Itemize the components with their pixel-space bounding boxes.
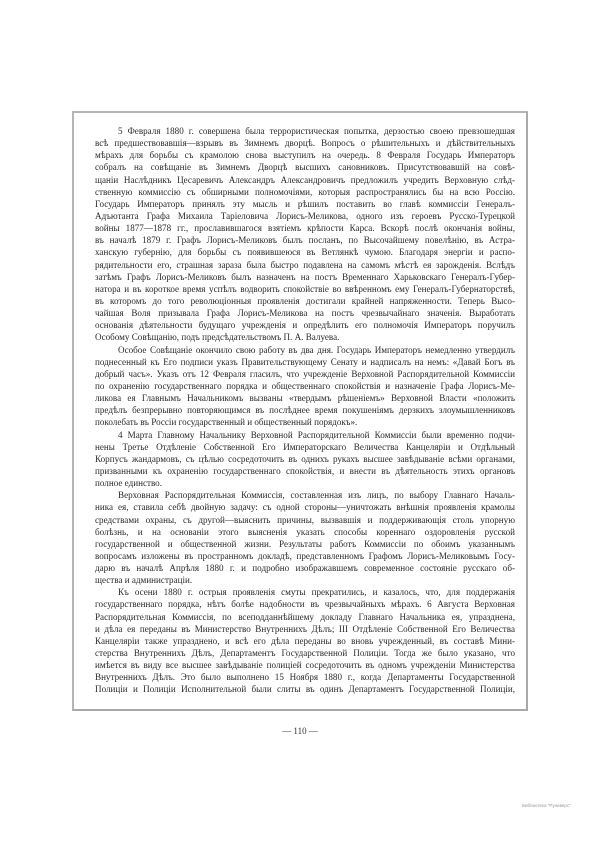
text-line: основанія дѣятельности будущаго учрежденія и опредѣлить его полномочія Императоръ поручилъ: [95, 320, 515, 331]
text-line: чайшая Воля призывала Графа Лорисъ-Меликова на постъ чрезвычайнаго значенія. Выработать: [95, 308, 515, 319]
text-line: Государь Императоръ принялъ эту мысль и рѣшилъ поставить во главѣ коммиссіи Генералъ-: [95, 198, 515, 209]
text-line: затѣмъ Графъ Лорисъ-Меликовъ былъ назначенъ на постъ Временнаго Харьковскаго Генералъ-Губер-: [95, 271, 515, 282]
text-line: Внутреннихъ Дѣлъ. Это было выполнено 15 Ноября 1880 г., когда Департаменты Государственной: [95, 672, 515, 683]
text-line: поколебать въ Россіи государственный и общественный порядокъ».: [95, 417, 358, 428]
paragraph: [95, 125, 515, 344]
paragraph: [95, 429, 515, 490]
text-line: мѣрахъ для борьбы съ крамолою снова выступилъ на очередь. 8 Февраля Государь Императоръ: [95, 150, 515, 161]
text-line: щаніи Наслѣдникъ Цесаревичъ Александръ Александровичъ предложилъ учредить Верховную слѣд-: [95, 174, 515, 185]
text-line: ника ея, ставила себѣ двойную задачу: съ одной стороны—уничтожать внѣшнія проявленія крамолы: [95, 502, 515, 513]
text-line: полное единство.: [95, 478, 163, 489]
text-line: Верховная Распорядительная Коммиссія, составленная изъ лицъ, по выбору Главнаго Началь-: [118, 490, 515, 501]
text-line: болѣзнь, и на основаніи этого выясненія указать способы кореннаго оздоровленія русской: [95, 526, 515, 537]
text-line: всѣ предшествовавшія—взрывъ въ Зимнемъ дворцѣ. Вопросъ о рѣшительныхъ и дѣйствительныхъ: [95, 138, 515, 149]
text-line: государственной и общественной жизни. Результаты работъ Коммиссіи по обоимъ указаннымъ: [95, 538, 515, 549]
text-line: призванными къ охраненію государственнаго спокойствія, и внести въ дѣятельность этихъ органовъ: [95, 465, 515, 476]
text-line: нены Третье Отдѣленіе Собственной Его Императорскаго Величества Канцеляріи и Отдѣльный: [95, 441, 515, 452]
text-line: ханскую губернію, для борьбы съ появившеюся въ Ветлянкѣ чумою. Благодаря энергіи и распо-: [95, 247, 515, 258]
text-line: 5 Февраля 1880 г. совершена была террористическая попытка, дерзостью своею превзошедшая: [118, 126, 515, 136]
text-line: натора и въ короткое время успѣлъ водворить спокойствіе во ввѣренномъ ему Генералъ-Губернаторствѣ,: [95, 283, 515, 294]
text-line: ликова ея Главнымъ Начальникомъ вызваны «твердымъ рѣшеніемъ» Верховной Власти «положить: [95, 393, 515, 404]
text-line: вопросамъ изложены въ пространномъ докладѣ, представленномъ Графомъ Лорисъ-Меликовымъ Госу-: [95, 550, 515, 561]
text-line: въ началѣ 1879 г. Графъ Лорисъ-Меликовъ былъ посланъ, по Высочайшему повелѣнію, въ Астра-: [95, 235, 515, 246]
text-line: предѣлъ безпрерывно повторяющимся въ послѣднее время покушеніямъ дерзкихъ злоумышленниковъ: [95, 405, 515, 416]
page-number: — 110 —: [282, 726, 318, 736]
text-line: Къ осени 1880 г. острыя проявленія смуты прекратились, и казалось, что, для поддержанія: [118, 587, 515, 598]
text-line: Особому Совѣщанію, подъ предсѣдательствомъ П. А. Валуева.: [95, 332, 340, 343]
text-line: Распорядительная Коммиссія, по всеподданнѣйшему докладу Главнаго Начальника ея, упразднена,: [95, 611, 515, 622]
text-line: въ которомъ до того революціонныя проявленія достигали крайней напряженности. Теперь Высо-: [95, 295, 515, 306]
library-credit: Библиотека "Руниверс": [522, 803, 571, 808]
text-line: Особое Совѣщаніе окончило свою работу въ два дня. Государь Императоръ немедленно утвердилъ: [118, 344, 515, 355]
body-text: [95, 125, 515, 696]
text-line: 4 Марта Главному Начальнику Верховной Распорядительной Коммиссіи были временно подчи-: [118, 429, 515, 440]
text-line: добрый часъ». Указъ отъ 12 Февраля гласилъ, что учрежденіе Верховной Распорядительной Коммиссіи: [95, 368, 515, 379]
text-line: стерства Внутреннихъ Дѣлъ, Департаментъ Государственной Полиціи. Тогда же было указано, что: [95, 648, 515, 659]
text-line: по охраненію государственнаго порядка и общественнаго спокойствія и назначеніе Графа Лорисъ-Ме-: [95, 380, 515, 391]
text-line: собралъ на совѣщаніе въ Зимнемъ Дворцѣ высшихъ сановниковъ. Присутствовавшій на совѣ-: [95, 162, 515, 173]
text-line: Канцеляріи также упразднено, и всѣ его дѣла переданы во вновь учрежденный, въ составѣ Мини-: [95, 635, 515, 646]
text-line: войны 1877—1878 гг., прославившагося взятіемъ крѣпости Карса. Вскорѣ послѣ окончанія войны,: [95, 223, 515, 234]
text-line: ственную коммиссію съ обширными полномочіями, которыя распространялись бы на всю Россію.: [95, 186, 515, 197]
text-line: поднесенный къ Его подписи указъ Правительствующему Сенату и надписалъ на немъ: «Давай Богъ въ: [95, 356, 515, 367]
paragraph: [95, 489, 515, 586]
text-line: рядительности его, страшная зараза была быстро подавлена на самомъ мѣстѣ ея зарожденія. Вслѣдъ: [95, 259, 515, 270]
text-line: средствами охраны, съ другой—выяснить причины, вызвавшія и поддерживающія столь упорную: [95, 514, 515, 525]
text-line: дарю въ началѣ Апрѣля 1880 г. и подробно изображавшемъ современное состояніе русскаго об-: [95, 563, 515, 574]
text-line: и дѣла ея переданы въ Министерство Внутреннихъ Дѣлъ; III Отдѣленіе Собственной Его Величества: [95, 623, 515, 634]
text-line: Полиціи и Полиціи Исполнительной были слиты въ одинъ Департаментъ Государственной Полиціи,: [95, 684, 515, 695]
paragraph: [95, 344, 515, 429]
paragraph: [95, 586, 515, 695]
text-line: щества и администраціи.: [95, 575, 193, 586]
text-line: имѣется въ виду все высшее завѣдываніе полиціей сосредоточить въ одномъ учрежденіи Министерства: [95, 660, 515, 671]
text-line: государственнаго порядка, нѣтъ болѣе надобности въ чрезвычайныхъ мѣрахъ. 6 Августа Верховная: [95, 599, 515, 610]
text-line: Адъютанта Графа Михаила Таріеловича Лорисъ-Меликова, одного изъ героевъ Русско-Турецкой: [95, 210, 515, 221]
text-line: Корпусъ жандармовъ, съ цѣлью сосредоточить въ однихъ рукахъ высшее завѣдываніе всѣми органами,: [95, 453, 515, 464]
